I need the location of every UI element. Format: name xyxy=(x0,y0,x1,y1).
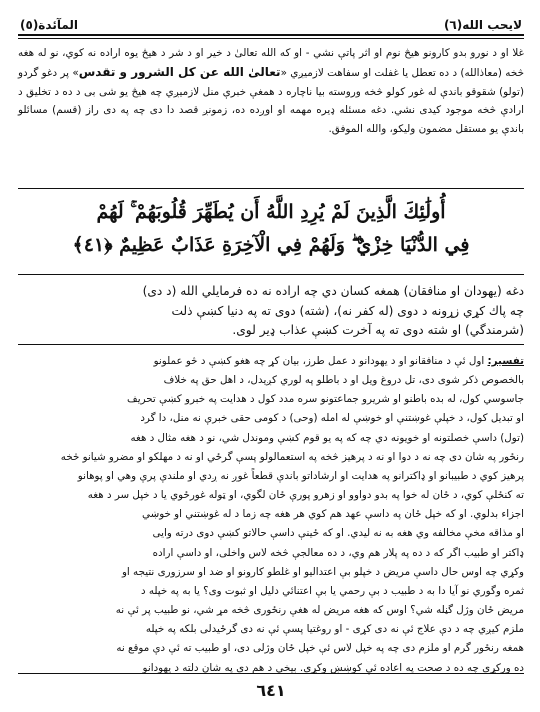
emphasis-phrase: تعالىٰ الله عن كل الشرور و تقدس xyxy=(78,64,281,79)
opening-paragraph xyxy=(18,44,524,139)
document-page xyxy=(18,10,524,700)
tafsir-line: تفسير: اول ئې د منافقانو او د يهودانو د عمل طرز، بيان كړ چه هغو كښې د څو عملونو xyxy=(153,355,524,367)
tafsir-line: بالخصوص ذكر شوى دى، تل دروغ ويل او د باطلو په لوري كږيدل، د اهل حق په خلاف xyxy=(163,374,524,387)
header-surah-left: المآئدة(٥) xyxy=(20,18,78,32)
translation-line: دغه (يهودان او منافقان) همغه كسان دي چه اراده نه ده فرمايلي الله (د دى) xyxy=(142,284,524,298)
header-rule xyxy=(18,34,524,36)
tafsir-line: ته كنځلې كوي، د ځان له خوا په بدو دواوو او زهرو پورې ځان لگوي، او ټوله غورځوي يا د خپل سر د هغه xyxy=(87,489,524,502)
tafsir-line: مريض ځان وژل گڼله شي؟ اوس كه هغه مريض له هغې رنځورى څخه مړ شي، نو طبيب پر ئې نه xyxy=(115,604,524,617)
page-header xyxy=(18,10,524,32)
para-line: غلا او د نورو بدو كارونو هيڅ نوم او اثر پاتې نشي - او كه الله تعالىٰ د خير او د شر د هيڅ xyxy=(141,47,524,59)
footer-rule xyxy=(18,673,524,674)
para-line: بيا ناچاره د همغې خبرې منل لازميږي چه هيڅ يو شى بى د ده د تخليق د ارادې څخه موجود xyxy=(18,85,524,117)
tafsir-line: ډاكتر او طبيب اگر كه د ده په پلار هم وي، د ده معالجې څخه لاس واخلى، او داسې اراده xyxy=(152,546,524,559)
tafsir-line: همغه رنځور گرم او ملزم دى چه په خپل لاس ئې خپل ځان وژلى دى، او طبيب ته ئې دې موقع نه xyxy=(116,642,524,655)
tafsir-line: (تول) داسې خصلتونه او خويونه دي چه كه په يو قوم كښې وموندل شي، نو د هغه مثال د هغه xyxy=(130,431,524,444)
section-divider xyxy=(18,188,524,189)
header-rule-thin xyxy=(18,38,524,39)
section-divider xyxy=(18,274,524,275)
page-number: ٦٤١ xyxy=(256,681,286,700)
tafsir-line: ده وركړى چه ده د صحت په اعاده ئې كوښښ وكړى. بيخي د هم دى په شان دلته د يهودانو xyxy=(142,661,524,674)
quran-verse xyxy=(18,196,524,266)
para-line: كيدى نشي. دغه مسئله ډيره مهمه او اوږده ده، زمونږ قصد دا دى چه په دى راز (قسم) مسائلو xyxy=(18,104,442,117)
verse-line: فِي الدُّنْيَا خِزْيٌ ۖ وَلَهُمْ فِي الْآخِرَةِ عَذَابٌ عَظِيمٌ ﴿٤١﴾ xyxy=(72,234,470,256)
translation-line: چه پاك كړي زړونه د دوى (له كفر نه)، (شته) دوى ته په دنيا كښې ذلت xyxy=(171,303,524,318)
tafsir-line: پرهيز كوي د طبيبانو او ډاكترانو په هدايت او ارشاداتو باندې قطعاً غوږ نه ږدي او ملندې پرې وهي او پوهانو xyxy=(77,469,524,482)
tafsir-line: او تبديل كول، د خپلې غوښتنې او خوښې له امله (وحى) د كومى حقى خبرې نه منل، دا گرد xyxy=(140,412,524,425)
tafsir-label: تفسير: xyxy=(487,355,524,367)
para-line: يوه اراده نه كوي، نو له هغه څخه (معاذالله) د ده تعطل يا غفلت او سفاهت لازميږي « xyxy=(18,47,524,79)
verse-line: أُولَٰئِكَ الَّذِينَ لَمْ يُرِدِ اللَّهُ أَن يُطَهِّرَ قُلُوبَهُمْ ۚ لَهُمْ xyxy=(96,201,446,223)
header-surah-right: لايحب الله(٦) xyxy=(443,18,522,32)
para-line: باندې يو مستقل مضمون وليكو، والله الموفق. xyxy=(328,123,524,136)
tafsir-line: او مذاقه مخې مخالفه وي هغه به نه ليدي. او كه ځينې داسې حالاتو كښې دوى درته وايى xyxy=(152,527,524,540)
translation-block xyxy=(18,282,524,341)
section-divider xyxy=(18,344,524,345)
tafsir-block xyxy=(18,352,524,678)
tafsir-line: جاسوسي كول، له بده باطنو او شريرو جماعتونو سره مدد كول د هدايت په خبرو كښې تحريف xyxy=(127,393,524,406)
tafsir-line: وكړي چه اوس حال داسې مريض د خپلو بې اعتداليو او غلطو كارونو او ضد او سرزورى نتيجه او xyxy=(121,565,524,578)
translation-line: (شرمندگي) او شته دوى ته په آخرت كښې عذاب ډير لوى. xyxy=(232,323,524,338)
para-line: » پر دغو گردو (تولو) شقوقو باندې له غور كولو څخه وروسته xyxy=(18,66,524,98)
tafsir-line: ملزم كيږي چه د دې علاج ئې نه دى كړى - او روغتيا پسې ئې نه دى گرځيدلى بلكه په خپله xyxy=(145,623,524,636)
tafsir-line: ثمره وگوري نو آيا دا به د طبيب د بې رحمي يا بې اعتنائي دليل او ثبوت وى؟ يا به په خپله د xyxy=(141,584,524,597)
tafsir-line: رنځور په شان دى چه نه د دوا او نه د پرهيز څخه په استعمالولو پسې گرځي او نه د مهلكو او مضرو شيانو څخه xyxy=(60,450,524,463)
tafsir-line: اجزاء بدلوي. او كه خپل ځان په داسې عهد هم كوي هر هغه چه زما د له غوښتني او خوښي xyxy=(142,508,524,521)
